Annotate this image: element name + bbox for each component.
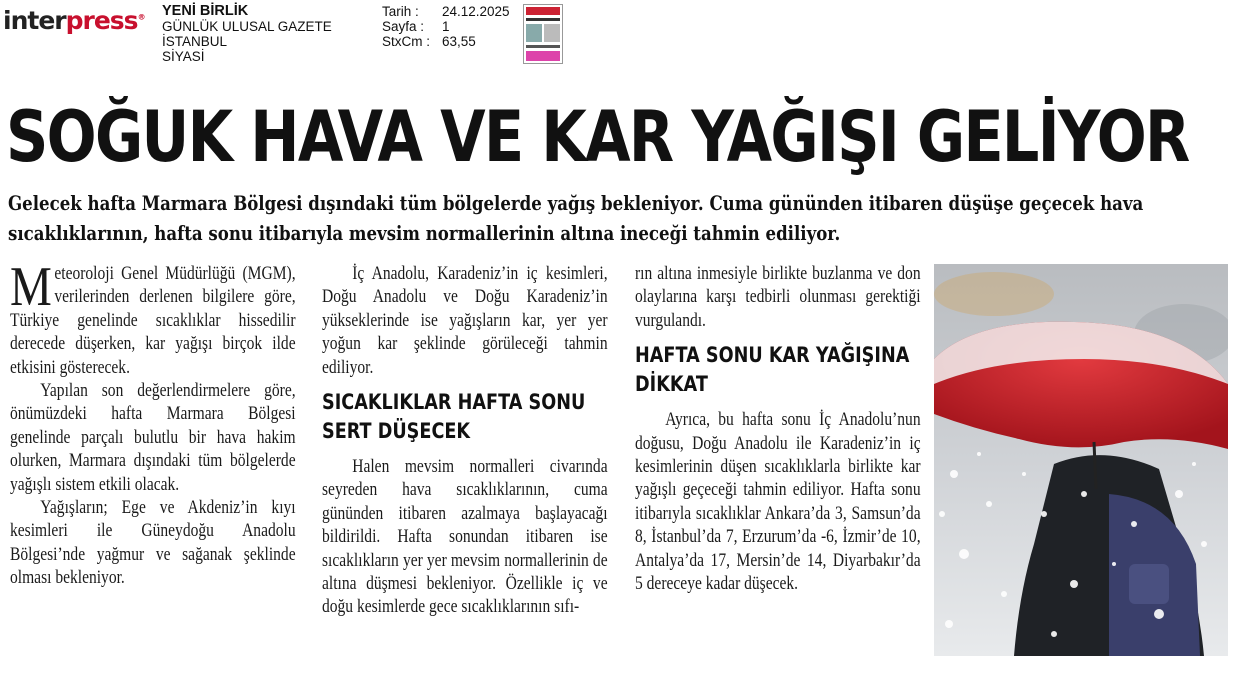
subhead-snow: HAFTA SONU KAR YAĞIŞINA DİKKAT [635,343,910,397]
publication-name: YENİ BİRLİK [162,3,249,19]
article-column-2 [322,263,608,620]
date-value: 24.12.2025 [442,4,510,19]
publication-type: GÜNLÜK ULUSAL GAZETE [162,19,332,34]
headline: SOĞUK HAVA VE KAR YAĞIŞI GELİYOR [6,96,1189,178]
page-value: 1 [442,19,450,34]
article-column-3 [635,263,921,596]
clip-meta-labels [382,4,430,49]
logo-accent: press [65,6,138,35]
date-label: Tarih : [382,4,419,19]
publication-info [162,4,332,64]
col2-paragraph-2: Halen mevsim normalleri civarında seyreden hava sıcaklıklarının, cuma gününden itibaren azalmaya başlayacağı bildirildi. Hafta sonundan itibaren ise sıcaklıkların yer yer mevsim normallerinin de altına düşmesi bekleniyor. Özellikle iç ve doğu kesimlerde gece sıcaklıklarının sıfı- [322,457,608,618]
subhead-temperatures: SICAKLIKLAR HAFTA SONU SERT DÜŞECEK [322,390,586,444]
col3-paragraph-1: rın altına inmesiyle birlikte buzlanma ve don olaylarına karşı tedbirli olunması gerektiği vurgulandı. [635,264,921,331]
deck: Gelecek hafta Marmara Bölgesi dışındaki tüm bölgelerde yağış bekleniyor. Cuma gününden itibaren düşüşe geçecek hava sıcaklıklarının, hafta sonu itibarıyla mevsim normallerinin altına ineceği tahmin ediliyor. [8,191,1144,245]
publication-city: İSTANBUL [162,34,228,49]
snow-umbrella-photo [934,264,1228,656]
interpress-logo [3,6,145,35]
clip-meta-values [442,4,510,49]
col2-paragraph-1: İç Anadolu, Karadeniz’in iç kesimleri, Doğu Anadolu ve Doğu Karadeniz’in yükseklerinde ise yağışların kar, yer yer yoğun kar şeklinde görüleceği tahmin ediliyor. [322,264,608,378]
article-column-1 [10,256,296,591]
page-thumbnail[interactable] [523,4,563,64]
publication-category: SİYASİ [162,49,205,64]
col3-paragraph-2: Ayrıca, bu hafta sonu İç Anadolu’nun doğusu, Doğu Anadolu ile Karadeniz’in iç kesimlerinin düşen sıcaklıklarla birlikte kar yağışlı geçeceği tahmin ediliyor. Hafta sonu itibarıyla sıcaklıklar Ankara’da 3, Samsun’da 8, İstanbul’da 7, Erzurum’da -6, İzmir’de 10, Antalya’da 17, Mersin’de 14, Diyarbakır’da 5 dereceye kadar düşecek. [635,410,921,595]
logo-main: inter [3,6,66,35]
dropcap: M [10,256,52,318]
page-label: Sayfa : [382,19,425,34]
col1-paragraph-3: Yağışların; Ege ve Akdeniz’in kıyı kesimleri ile Güneydoğu Anadolu Bölgesi’nde yağmur ve sağanak şeklinde olması bekleniyor. [10,498,296,589]
stxcm-value: 63,55 [442,34,476,49]
stxcm-label: StxCm : [382,34,431,49]
col1-paragraph-2: Yapılan son değerlendirmelere göre, önümüzdeki hafta Marmara Bölgesi genelinde parçalı bulutlu bir hava hakim olurken, Marmara dışındaki tüm bölgelerde yağışlı sistem etkili olacak. [10,381,296,495]
logo-mark: ® [137,12,145,22]
col1-paragraph-1: Meteoroloji Genel Müdürlüğü (MGM), verilerinden derlenen bilgilere göre, Türkiye genelinde sıcaklıklar hissedilir derecede düşerken, kar yağışı birçok ilde etkisini gösterecek. [10,256,296,378]
